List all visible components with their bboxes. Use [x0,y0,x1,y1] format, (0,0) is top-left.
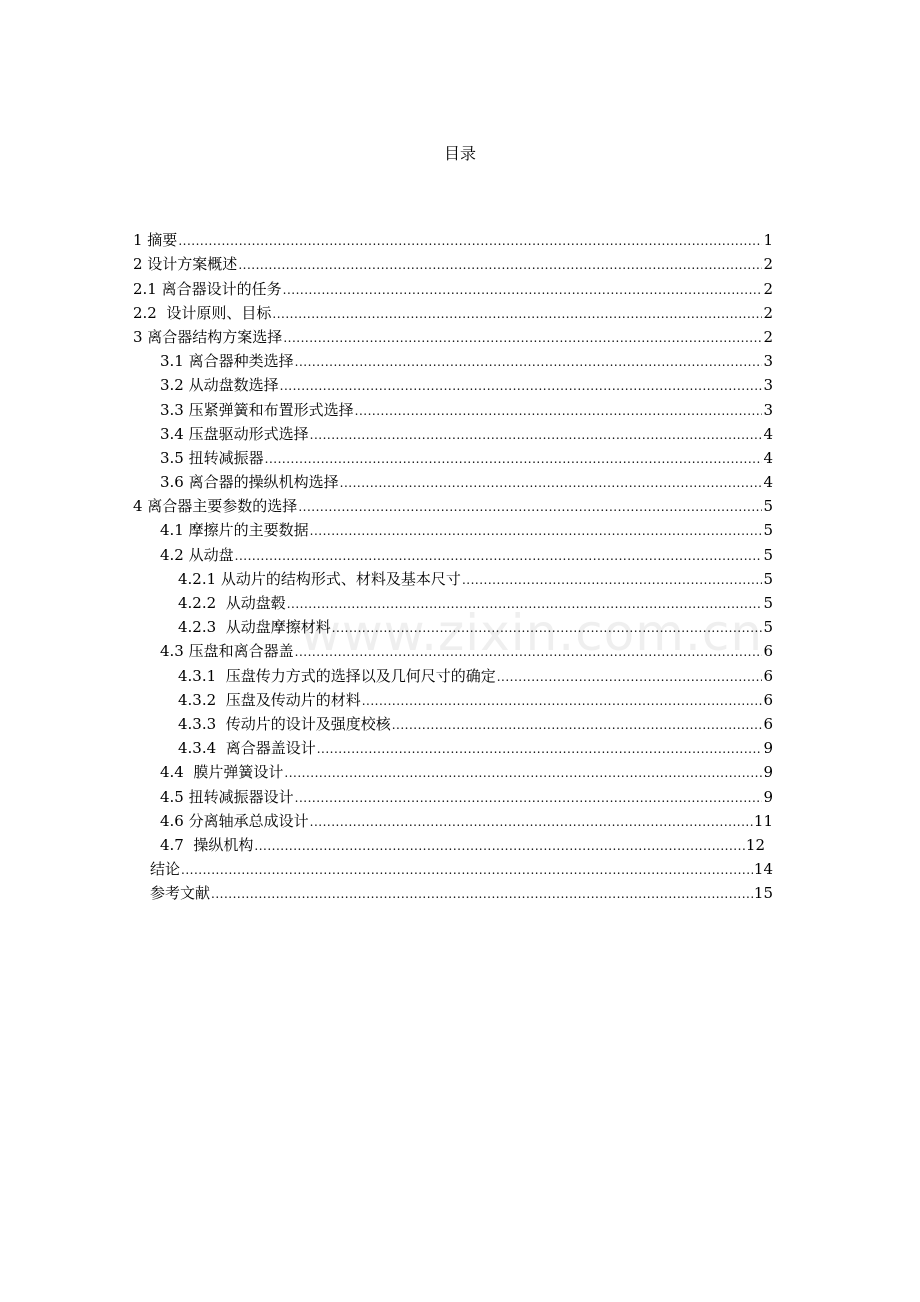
toc-entry[interactable] [133,686,773,710]
toc-entry-label: 3 离合器结构方案选择 [133,327,283,346]
toc-entry-page-number: 11 [753,811,773,830]
toc-entry-label: 4 离合器主要参数的选择 [133,497,298,516]
toc-entry-page-number: 14 [753,860,773,879]
toc-entry-page-number: 3 [763,376,773,395]
toc-entry-page-number: 5 [763,497,773,516]
toc-entry[interactable] [133,250,773,274]
toc-entry-page-number: 5 [763,545,773,564]
toc-dot-leader [462,571,763,589]
toc-dot-leader [272,305,762,323]
toc-entry-page-number: 1 [763,231,773,250]
toc-entry-page-number: 5 [763,618,773,637]
toc-entry[interactable] [133,782,773,806]
toc-entry-label: 2 设计方案概述 [133,255,238,274]
toc-entry-page-number: 4 [763,424,773,443]
toc-entry-page-number: 6 [763,690,773,709]
toc-entry-page-number: 4 [763,473,773,492]
toc-entry-label: 2.2 设计原则、目标 [133,303,272,322]
toc-dot-leader [284,764,762,782]
table-of-contents [133,226,773,903]
toc-entry-page-number: 12 [745,835,765,854]
toc-entry-label: 4.3.2 压盘及传动片的材料 [178,690,361,709]
toc-entry-label: 3.5 扭转减振器 [160,448,264,467]
toc-dot-leader [265,450,763,468]
toc-entry-page-number: 6 [763,666,773,685]
toc-dot-leader [332,619,763,637]
toc-dot-leader [362,692,763,710]
toc-dot-leader [181,861,753,879]
toc-entry-page-number: 9 [763,787,773,806]
toc-dot-leader [235,547,763,565]
toc-entry-page-number: 15 [753,884,773,903]
toc-entry[interactable] [133,371,773,395]
toc-entry-page-number: 2 [763,303,773,322]
toc-dot-leader [295,643,763,661]
toc-entry-label: 3.6 离合器的操纵机构选择 [160,473,339,492]
toc-entry-page-number: 2 [763,327,773,346]
toc-entry-label: 4.2.1 从动片的结构形式、材料及基本尺寸 [178,569,461,588]
toc-dot-leader [211,885,753,903]
toc-entry-label: 3.2 从动盘数选择 [160,376,279,395]
toc-dot-leader [295,789,763,807]
toc-dot-leader [310,522,763,540]
toc-entry-label: 4.6 分离轴承总成设计 [160,811,309,830]
toc-entry-page-number: 5 [763,594,773,612]
toc-entry-page-number: 9 [763,739,773,758]
toc-entry-label: 4.2.2 从动盘毂 [178,594,286,612]
toc-entry[interactable] [133,444,773,468]
toc-dot-leader [497,668,763,686]
toc-entry[interactable] [133,589,773,613]
toc-entry[interactable] [133,468,773,492]
toc-entry-page-number: 2 [763,279,773,298]
toc-entry[interactable] [133,420,773,444]
toc-entry-label: 4.4 膜片弹簧设计 [160,763,284,782]
toc-entry-label: 结论 [150,860,181,879]
toc-entry[interactable] [133,226,773,250]
toc-entry[interactable] [133,565,773,589]
toc-entry-label: 4.5 扭转减振器设计 [160,787,294,806]
toc-entry[interactable] [133,540,773,564]
toc-entry[interactable] [133,299,773,323]
toc-entry-label: 3.1 离合器种类选择 [160,352,294,371]
toc-entry[interactable] [133,492,773,516]
toc-entry-label: 4.3.1 压盘传力方式的选择以及几何尺寸的确定 [178,666,496,685]
toc-dot-leader [392,716,763,734]
page-title: 目录 [443,144,476,163]
toc-entry[interactable] [133,758,773,782]
toc-entry[interactable] [133,395,773,419]
toc-dot-leader [317,740,763,758]
toc-entry[interactable] [133,323,773,347]
toc-entry-page-number: 2 [763,255,773,274]
toc-entry-label: 4.3 压盘和离合器盖 [160,642,294,661]
toc-entry[interactable] [133,879,773,903]
toc-entry-label: 4.3.4 离合器盖设计 [178,739,316,758]
toc-dot-leader [283,329,762,347]
toc-entry-label: 3.3 压紧弹簧和布置形式选择 [160,400,354,419]
toc-dot-leader [287,595,763,613]
toc-entry-page-number: 3 [763,352,773,371]
toc-dot-leader [298,498,762,516]
toc-entry-label: 4.2 从动盘 [160,545,234,564]
toc-dot-leader [295,353,763,371]
toc-entry[interactable] [133,831,773,855]
toc-entry-label: 4.2.3 从动盘摩擦材料 [178,618,331,637]
toc-dot-leader [310,813,753,831]
toc-entry[interactable] [133,274,773,298]
toc-entry-label: 4.3.3 传动片的设计及强度校核 [178,714,391,733]
toc-entry[interactable] [133,661,773,685]
toc-entry-page-number: 9 [763,763,773,782]
toc-entry-label: 4.7 操纵机构 [160,835,254,854]
toc-dot-leader [310,426,763,444]
toc-entry[interactable] [133,347,773,371]
toc-entry-page-number: 6 [763,714,773,733]
toc-dot-leader [355,402,763,420]
toc-entry[interactable] [133,637,773,661]
toc-entry-page-number: 5 [763,521,773,540]
toc-entry[interactable] [133,734,773,758]
toc-entry-label: 4.1 摩擦片的主要数据 [160,521,309,540]
toc-entry-label: 参考文献 [150,884,211,903]
watermark: www.zixin.com.cn [300,604,764,662]
toc-entry-page-number: 4 [763,448,773,467]
toc-entry-label: 1 摘要 [133,231,178,250]
toc-entry[interactable] [133,855,773,879]
toc-dot-leader [254,837,745,855]
toc-entry[interactable] [133,613,773,637]
toc-dot-leader [340,474,763,492]
toc-entry[interactable] [133,516,773,540]
toc-dot-leader [280,377,763,395]
toc-dot-leader [238,256,762,274]
toc-entry-label: 2.1 离合器设计的任务 [133,279,282,298]
toc-entry[interactable] [133,807,773,831]
toc-dot-leader [178,232,762,250]
toc-entry-page-number: 5 [763,569,773,588]
toc-entry[interactable] [133,710,773,734]
toc-entry-label: 3.4 压盘驱动形式选择 [160,424,309,443]
toc-entry-page-number: 6 [763,642,773,661]
toc-dot-leader [283,281,763,299]
toc-entry-page-number: 3 [763,400,773,419]
